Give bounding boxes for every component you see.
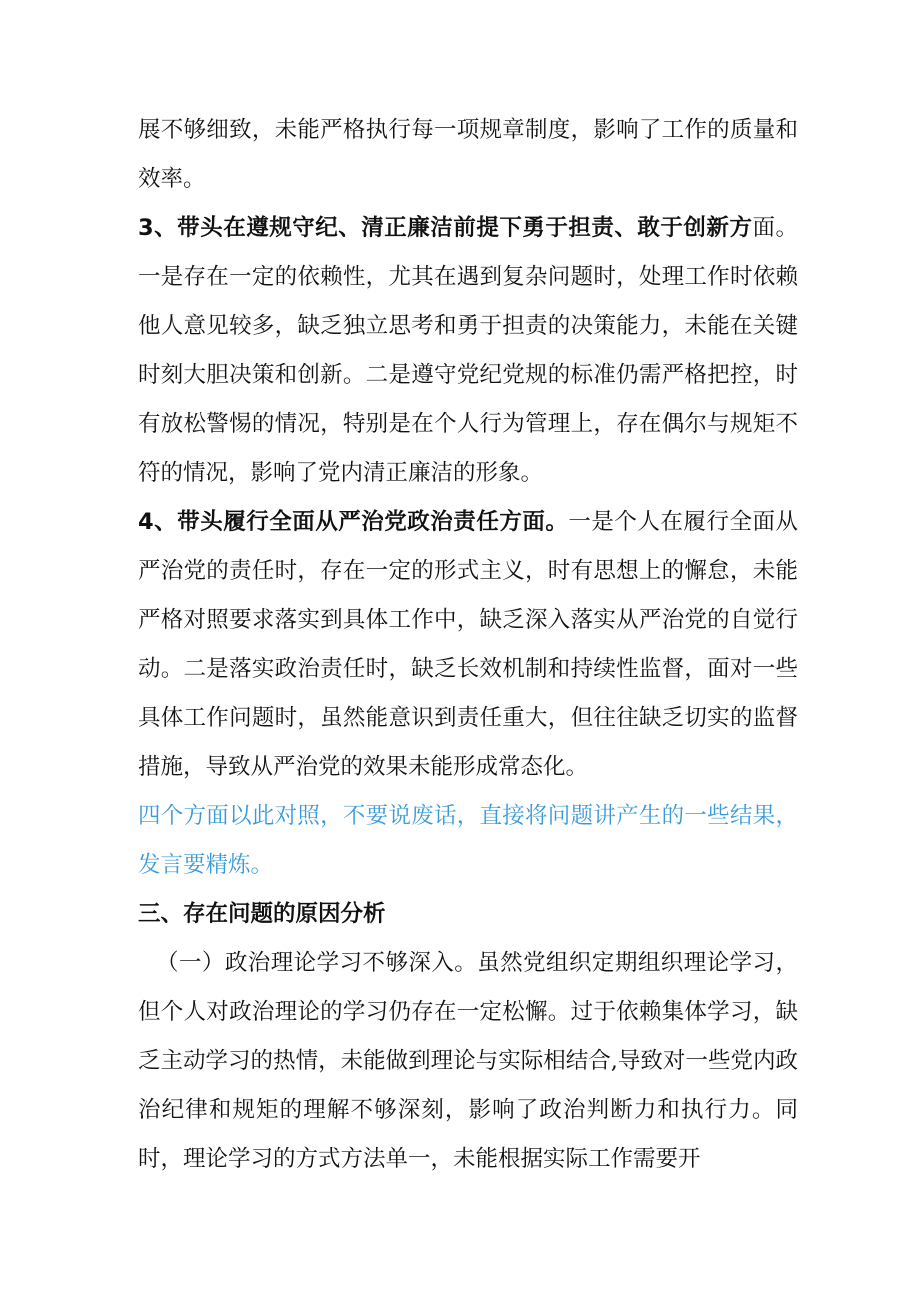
section-3-heading-tail: 面。 <box>752 215 798 241</box>
paragraph-continuation: 展不够细致，未能严格执行每一项规章制度，影响了工作的质量和效率。 <box>138 117 798 192</box>
section-three-title: 三、存在问题的原因分析 <box>138 901 386 927</box>
section-3-body: 一是存在一定的依赖性，尤其在遇到复杂问题时，处理工作时依赖他人意见较多，缺乏独立思考和勇于担责的决策能力，未能在关键时刻大胆决策和创新。二是遵守党纪党规的标准仍需严格把控，时有放松警惕的情况，特别是在个人行为管理上，存在偶尔与规矩不符的情况，影响了党内清正廉洁的形象。 <box>138 264 798 486</box>
subsection-one-paragraph: （一）政治理论学习不够深入。虽然党组织定期组织理论学习，但个人对政治理论的学习仍存在一定松懈。过于依赖集体学习，缺乏主动学习的热情，未能做到理论与实际相结合,导致对一些党内政治纪律和规矩的理解不够深刻，影响了政治判断力和执行力。同时，理论学习的方式方法单一，未能根据实际工作需要开 <box>138 950 798 1172</box>
section-3-paragraph <box>138 204 798 498</box>
section-4-body: 一是个人在履行全面从严治党的责任时，存在一定的形式主义，时有思想上的懈怠，未能严格对照要求落实到具体工作中，缺乏深入落实从严治党的自觉行动。二是落实政治责任时，缺乏长效机制和持续性监督，面对一些具体工作问题时，虽然能意识到责任重大，但往往缺乏切实的监督措施，导致从严治党的效果未能形成常态化。 <box>138 509 798 780</box>
section-3-heading: 3、带头在遵规守纪、清正廉洁前提下勇于担责、敢于创新方 <box>138 215 753 241</box>
section-4-heading: 4、带头履行全面从严治党政治责任方面。 <box>138 509 569 535</box>
document-page <box>138 106 798 1184</box>
editor-note: 四个方面以此对照，不要说废话，直接将问题讲产生的一些结果，发言要精炼。 <box>138 803 798 878</box>
section-4-paragraph <box>138 498 798 792</box>
